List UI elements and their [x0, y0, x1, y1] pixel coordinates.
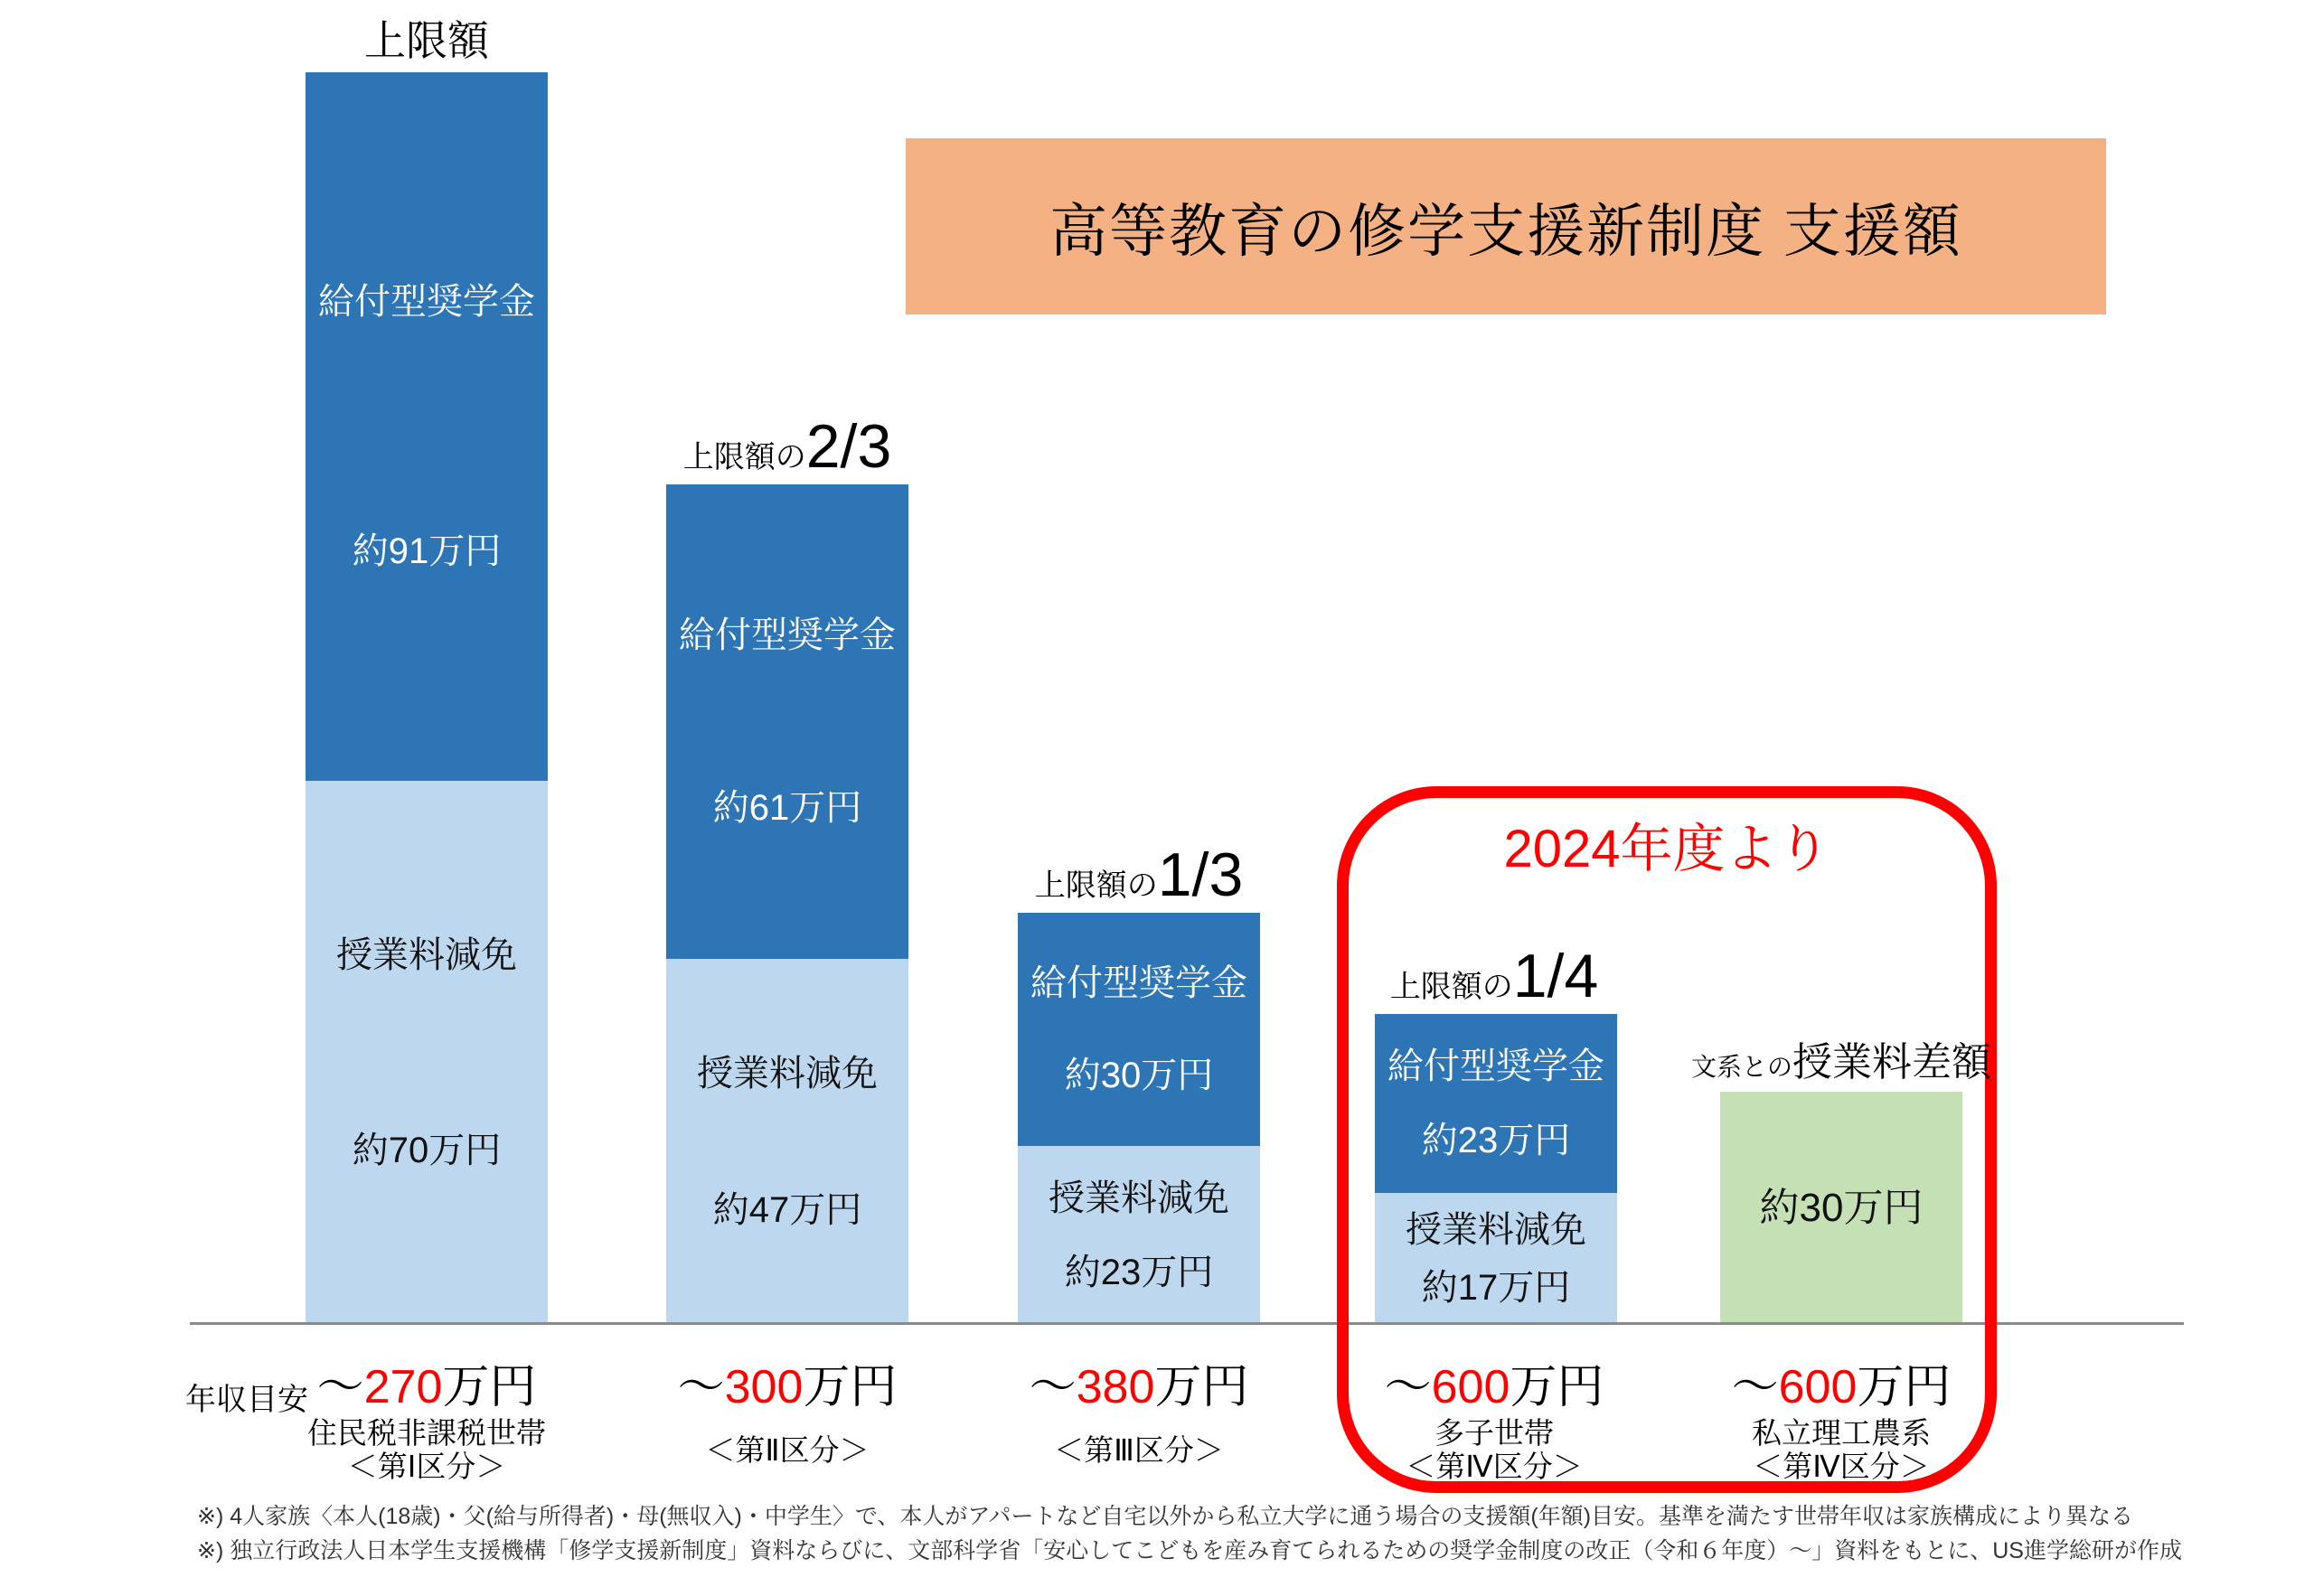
chart-title: 高等教育の修学支援新制度 支援額	[1049, 198, 1962, 264]
bar5-income-value: 600	[1778, 1361, 1858, 1413]
bar4-tuition-value: 約17万円	[1421, 1268, 1571, 1308]
callout-2024-label: 2024年度より	[1503, 820, 1830, 878]
bar5-cap-label	[1633, 1040, 2049, 1084]
bar4-tuition-label: 授業料減免	[1406, 1210, 1586, 1250]
bar3-tuition-segment	[1018, 1146, 1260, 1325]
bar2-income-suffix: 万円	[803, 1361, 898, 1413]
bar3-cap-label	[931, 840, 1347, 909]
bar2-cap-prefix: 上限額の	[682, 440, 806, 474]
bar2-grant-segment	[666, 484, 908, 959]
income-row-label: 年収目安	[185, 1383, 308, 1417]
bar4-cap-prefix: 上限額の	[1389, 970, 1513, 1004]
bar3-category-line1: ＜第Ⅲ区分＞	[1054, 1432, 1224, 1467]
bar5-tuition-diff-segment	[1720, 1092, 1962, 1325]
bar4-income-value: 600	[1431, 1361, 1510, 1413]
bar5-cap-prefix: 文系との	[1690, 1053, 1792, 1081]
bar5-category-line2: ＜第Ⅳ区分＞	[1753, 1450, 1930, 1483]
bar2-income-value: 300	[724, 1361, 804, 1413]
bar5-category-line1: 私立理工農系	[1752, 1416, 1931, 1450]
bar1-grant-value: 約91万円	[352, 531, 502, 572]
bar1-cap-label	[219, 17, 635, 64]
bar2-category-line1: ＜第Ⅱ区分＞	[705, 1432, 870, 1467]
footnote-1: ※) 4人家族〈本人(18歳)・父(給与所得者)・母(無収入)・中学生〉で、本人がアパートなど自宅以外から私立大学に通う場合の支援額(年額)目安。基準を満たす世帯年収は家族構成により異なる	[197, 1504, 2134, 1529]
bar4-grant-segment	[1375, 1014, 1617, 1193]
bar5-tuition-diff-value: 約30万円	[1759, 1185, 1924, 1230]
chart-title-box	[906, 138, 2106, 315]
bar2-cap-label	[579, 412, 995, 481]
bar2-grant-label: 給付型奨学金	[679, 615, 896, 656]
bar3-grant-segment	[1018, 913, 1260, 1146]
bar1-grant-label: 給付型奨学金	[318, 281, 535, 322]
bar4-category-line2: ＜第Ⅳ区分＞	[1406, 1450, 1583, 1483]
bar3-cap-prefix: 上限額の	[1034, 868, 1158, 903]
footnote-2: ※) 独立行政法人日本学生支援機構「修学支援新制度」資料ならびに、文部科学省「安心してこどもを産み育てられるための奨学金制度の改正（令和６年度）～」資料をもとに、US進学総研が作成	[197, 1538, 2182, 1563]
bar1-tuition-segment	[306, 781, 548, 1325]
bar3-cap-main: 1/3	[1157, 840, 1244, 909]
bar1-tuition-label: 授業料減免	[336, 935, 517, 975]
bar4-tuition-segment	[1375, 1193, 1617, 1325]
bar4-income-prefix: ～	[1384, 1361, 1432, 1413]
bar5-income-label	[1615, 1361, 2067, 1413]
bar3-income-prefix: ～	[1029, 1361, 1077, 1413]
bar2-grant-value: 約61万円	[712, 787, 862, 828]
bar3-grant-value: 約30万円	[1064, 1055, 1214, 1095]
bar1-tuition-value: 約70万円	[352, 1131, 502, 1170]
bar1-category-line2: ＜第Ⅰ区分＞	[347, 1450, 506, 1483]
bar1-income-suffix: 万円	[442, 1361, 537, 1413]
bar4-grant-value: 約23万円	[1421, 1120, 1571, 1160]
bar5-income-prefix: ～	[1731, 1361, 1779, 1413]
bar2-tuition-segment	[666, 959, 908, 1325]
bar1-cap-main: 上限額	[364, 17, 489, 64]
bar5-income-suffix: 万円	[1857, 1361, 1952, 1413]
bar2-tuition-label: 授業料減免	[697, 1054, 878, 1094]
bar4-cap-main: 1/4	[1512, 942, 1599, 1010]
bar4-cap-label	[1286, 942, 1702, 1010]
bar1-income-prefix: ～	[316, 1361, 364, 1413]
bar2-income-prefix: ～	[677, 1361, 725, 1413]
bar5-cap-main: 授業料差額	[1792, 1040, 1991, 1084]
bar4-category-line1: 多子世帯	[1434, 1416, 1554, 1450]
bar1-grant-segment	[306, 72, 548, 781]
bar3-income-value: 380	[1076, 1361, 1155, 1413]
bar3-income-suffix: 万円	[1154, 1361, 1249, 1413]
bar4-grant-label: 給付型奨学金	[1387, 1047, 1604, 1087]
bar5-category-label	[1615, 1416, 2067, 1483]
bar3-grant-label: 給付型奨学金	[1030, 963, 1247, 1004]
bar1-category-line1: 住民税非課税世帯	[307, 1416, 546, 1450]
bar4-income-suffix: 万円	[1510, 1361, 1604, 1413]
bar2-tuition-value: 約47万円	[712, 1189, 862, 1230]
bar3-tuition-label: 授業料減免	[1049, 1178, 1229, 1219]
bar3-tuition-value: 約23万円	[1064, 1252, 1214, 1292]
x-axis-baseline	[190, 1322, 2184, 1325]
bar2-cap-main: 2/3	[805, 412, 892, 481]
bar1-income-value: 270	[363, 1361, 443, 1413]
